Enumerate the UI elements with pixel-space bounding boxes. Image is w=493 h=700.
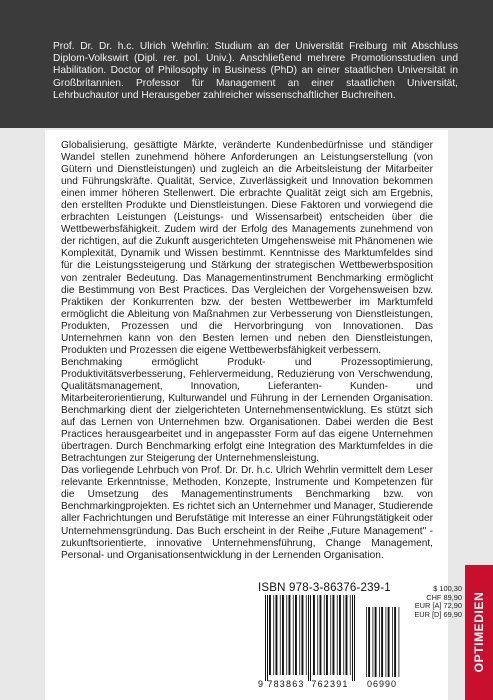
barcode-addon-digits: 06990 [366,679,398,689]
price-list [410,585,462,619]
price-eur-d: EUR [D] 69,90 [414,609,462,619]
publisher-name: OPTIMEDIEN [472,591,486,673]
barcode-lead-digit: 9 [258,679,264,689]
barcode-main-bars [265,595,355,681]
author-bio: Prof. Dr. Dr. h.c. Ulrich Wehrlin: Studium an der Universität Freiburg mit Abschluss Diplom-Volkswirt (Dipl. rer. pol. Univ.). Anschließend mehrere Promotionsstudien und Habilitation. Doctor of Philosophy in Business (PhD) an einer staatlichen Universität in Großbritannien. Professor für Management an einer staatlichen Universität, Lehrbuchautor und Herausgeber zahlreicher wissenschaftlicher Buchreihen. [53,41,458,101]
barcode-block [256,582,462,692]
ean-barcode [256,595,406,690]
barcode-addon-bars [366,607,399,677]
price-chf: CHF 89,90 [426,592,462,602]
blurb-text [61,140,433,562]
barcode-digits-group-2: 762391 [311,679,349,689]
barcode-digits-group-1: 783863 [267,679,305,689]
price-eur-a: EUR [A] 72,90 [414,601,462,611]
blurb-paragraph-3: Das vorliegende Lehrbuch von Prof. Dr. Dr. h.c. Ulrich Wehrlin vermittelt dem Leser relevante Erkenntnisse, Methoden, Konzepte, Instrumente und Kompetenzen für die Umsetzung des Managementinstruments Benchmarking bzw. von Benchmarkingprojekten. Es richtet sich an Unternehmer und Manager, Studierende aller Fachrichtungen und Berufstätige mit Interesse an einer Führungstätigkeit oder Unternehmensgründung. Das Buch erscheint in der Reihe „Future Management" - zukunftsorientierte, innovative Unternehmensführung, Change Management, Personal- und Organisationsentwicklung in der Lernenden Organisation. [61,465,433,561]
blurb-paragraph-2: Benchmaking ermöglicht Produkt- und Prozessoptimierung, Produktivitätsverbesserung, Fehlervermeidung, Reduzierung von Verschwendung, Qualitätsmanagement, Innovation, Lieferanten- Kunden- und Mitarbeiterorientierung, Kulturwandel und Führung in der Lernenden Organisation. Benchmarking dient der zielgerichteten Unternehmensentwicklung. Es stützt sich auf das Lernen von Unternehmen bzw. Organisationen. Dabei werden die Best Practices herausgearbeitet und in angepasster Form auf das eigene Unternehmen übertragen. Durch Benchmarking erfolgt eine Integration des Marktumfeldes in die Betrachtungen zur Steigerung der Unternehmensleistung. [61,356,433,465]
price-usd: $ 100,30 [433,584,462,593]
isbn-label: ISBN 978-3-86376-239-1 [258,582,391,594]
blurb-paragraph-1: Globalisierung, gesättigte Märkte, veränderte Kundenbedürfnisse und ständiger Wandel stellen zunehmend höhere Anforderungen an Leistungserstellung (von Gütern und Dienstleistungen) und zugleich an die Arbeitsleistung der Mitarbeiter und Führungskräfte. Qualität, Service, Zuverlässigkeit und Innovation bekommen einen immer höheren Stellenwert. Die erbrachte Qualität zeigt sich am Ergebnis, den erstellten Produkte und Dienstleistungen. Diese Faktoren und vorwiegend die erbrachten Leistungen (Leistungs- und Wissensarbeit) entscheiden über die Wettbewerbsfähigkeit. Zudem wird der Erfolg des Managements zunehmend von der richtigen, auf die Zukunft ausgerichteten Umgehensweise mit Phänomenen wie Komplexität, Dynamik und Wissen bestimmt. Kenntnisse des Marktumfeldes sind für die Leistungssteigerung und Stärkung der strategischen Wettbewerbsposition von zentraler Bedeutung. Das Managementinstrument Benchmarking ermöglicht die Bestimmung von Best Practices. Das Vergleichen der Vorgehensweisen bzw. Praktiken der Konkurrenten bzw. der besten Wettbewerber im Marktumfeld ermöglicht die Ableitung von Maßnahmen zur Verbesserung von Dienstleistungen, Produkten, Prozessen und die Hervorbringung von Innovationen. Das Unternehmen kann von den Besten lernen und neben den Dienstleistungen, Produkten und Prozessen die eigene Wettbewerbsfähigkeit verbessern. [61,140,433,356]
